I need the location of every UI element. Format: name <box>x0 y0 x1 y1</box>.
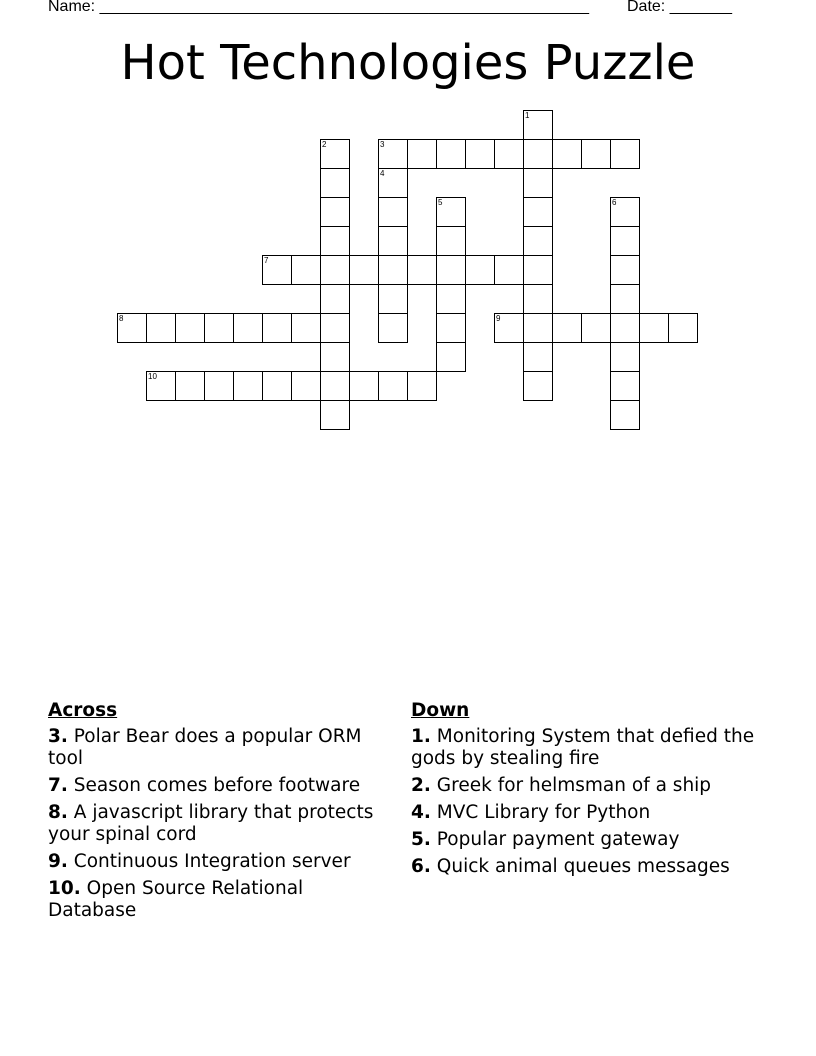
crossword-cell[interactable] <box>610 139 640 169</box>
across-clue <box>48 775 393 797</box>
crossword-cell[interactable] <box>523 313 553 343</box>
crossword-cell[interactable] <box>552 139 582 169</box>
across-clue <box>48 851 393 873</box>
down-clues <box>411 700 771 883</box>
clue-number: 5. <box>411 829 431 850</box>
clue-text: Open Source Relational Database <box>48 878 304 921</box>
crossword-cell[interactable] <box>465 139 495 169</box>
clue-number: 10. <box>48 878 81 899</box>
crossword-cell[interactable] <box>233 313 263 343</box>
crossword-cell[interactable] <box>320 400 350 430</box>
crossword-cell[interactable] <box>494 313 524 343</box>
crossword-cell[interactable] <box>407 371 437 401</box>
crossword-cell[interactable] <box>436 139 466 169</box>
clue-number: 8. <box>48 802 68 823</box>
clue-text: Popular payment gateway <box>436 829 680 850</box>
crossword-cell[interactable] <box>378 371 408 401</box>
crossword-cell[interactable] <box>378 255 408 285</box>
crossword-cell[interactable] <box>610 371 640 401</box>
clue-text: Polar Bear does a popular ORM tool <box>48 726 362 769</box>
crossword-cell[interactable] <box>320 255 350 285</box>
crossword-cell[interactable] <box>320 197 350 227</box>
crossword-cell[interactable] <box>291 313 321 343</box>
crossword-cell[interactable] <box>523 284 553 314</box>
cell-number: 7 <box>264 256 269 265</box>
cell-number: 1 <box>525 111 530 120</box>
crossword-cell[interactable] <box>378 197 408 227</box>
crossword-cell[interactable] <box>523 226 553 256</box>
cell-number: 4 <box>380 169 385 178</box>
crossword-cell[interactable] <box>320 371 350 401</box>
clue-text: Quick animal queues messages <box>436 856 730 877</box>
crossword-cell[interactable] <box>349 371 379 401</box>
down-clue <box>411 775 771 797</box>
clue-text: A javascript library that protects your spinal cord <box>48 802 374 845</box>
cell-number: 6 <box>612 198 617 207</box>
crossword-cell[interactable] <box>378 313 408 343</box>
clue-text: Monitoring System that defied the gods by stealing fire <box>411 726 755 769</box>
crossword-cell[interactable] <box>175 313 205 343</box>
crossword-cell[interactable] <box>117 313 147 343</box>
crossword-cell[interactable] <box>610 342 640 372</box>
date-field-label: Date: _______ <box>627 0 732 15</box>
crossword-cell[interactable] <box>233 371 263 401</box>
down-clue <box>411 726 771 770</box>
crossword-cell[interactable] <box>465 255 495 285</box>
across-clue <box>48 878 393 922</box>
crossword-cell[interactable] <box>436 342 466 372</box>
name-field-label: Name: _______________________________________________________ <box>48 0 589 15</box>
crossword-cell[interactable] <box>146 313 176 343</box>
crossword-cell[interactable] <box>523 197 553 227</box>
crossword-cell[interactable] <box>581 313 611 343</box>
crossword-cell[interactable] <box>639 313 669 343</box>
clue-text: Continuous Integration server <box>73 851 351 872</box>
cell-number: 10 <box>148 372 157 381</box>
down-clue <box>411 856 771 878</box>
crossword-cell[interactable] <box>204 371 234 401</box>
cell-number: 5 <box>438 198 443 207</box>
down-clue <box>411 802 771 824</box>
crossword-cell[interactable] <box>436 226 466 256</box>
cell-number: 3 <box>380 140 385 149</box>
crossword-cell[interactable] <box>581 139 611 169</box>
crossword-cell[interactable] <box>320 313 350 343</box>
clue-number: 2. <box>411 775 431 796</box>
across-heading: Across <box>48 700 118 721</box>
crossword-cell[interactable] <box>320 284 350 314</box>
clue-number: 4. <box>411 802 431 823</box>
crossword-cell[interactable] <box>523 168 553 198</box>
crossword-cell[interactable] <box>523 255 553 285</box>
crossword-cell[interactable] <box>610 400 640 430</box>
crossword-cell[interactable] <box>436 255 466 285</box>
crossword-cell[interactable] <box>320 226 350 256</box>
crossword-cell[interactable] <box>320 342 350 372</box>
crossword-cell[interactable] <box>436 284 466 314</box>
crossword-cell[interactable] <box>262 371 292 401</box>
crossword-cell[interactable] <box>494 255 524 285</box>
down-clue <box>411 829 771 851</box>
crossword-cell[interactable] <box>523 139 553 169</box>
clue-number: 7. <box>48 775 68 796</box>
crossword-cell[interactable] <box>291 255 321 285</box>
clue-number: 6. <box>411 856 431 877</box>
clue-number: 9. <box>48 851 68 872</box>
crossword-cell[interactable] <box>552 313 582 343</box>
crossword-cell[interactable] <box>668 313 698 343</box>
crossword-cell[interactable] <box>378 168 408 198</box>
cell-number: 8 <box>119 314 124 323</box>
crossword-cell[interactable] <box>523 371 553 401</box>
crossword-cell[interactable] <box>436 197 466 227</box>
crossword-cell[interactable] <box>610 226 640 256</box>
puzzle-title: Hot Technologies Puzzle <box>120 35 696 91</box>
crossword-cell[interactable] <box>610 197 640 227</box>
across-clues <box>48 700 393 927</box>
crossword-cell[interactable] <box>291 371 321 401</box>
crossword-cell[interactable] <box>610 284 640 314</box>
crossword-grid <box>0 0 816 440</box>
crossword-cell[interactable] <box>262 313 292 343</box>
clue-number: 3. <box>48 726 68 747</box>
crossword-cell[interactable] <box>407 139 437 169</box>
crossword-cell[interactable] <box>610 255 640 285</box>
crossword-cell[interactable] <box>378 284 408 314</box>
across-clue <box>48 802 393 846</box>
down-heading: Down <box>411 700 470 721</box>
crossword-cell[interactable] <box>523 110 553 140</box>
crossword-cell[interactable] <box>407 255 437 285</box>
crossword-cell[interactable] <box>523 342 553 372</box>
cell-number: 9 <box>496 314 501 323</box>
crossword-cell[interactable] <box>349 255 379 285</box>
crossword-cell[interactable] <box>204 313 234 343</box>
crossword-cell[interactable] <box>320 139 350 169</box>
crossword-cell[interactable] <box>146 371 176 401</box>
crossword-cell[interactable] <box>436 313 466 343</box>
crossword-cell[interactable] <box>494 139 524 169</box>
clue-text: MVC Library for Python <box>436 802 651 823</box>
crossword-cell[interactable] <box>378 226 408 256</box>
crossword-cell[interactable] <box>378 139 408 169</box>
clue-number: 1. <box>411 726 431 747</box>
crossword-cell[interactable] <box>262 255 292 285</box>
clue-text: Greek for helmsman of a ship <box>436 775 712 796</box>
across-clue <box>48 726 393 770</box>
crossword-cell[interactable] <box>610 313 640 343</box>
crossword-cell[interactable] <box>175 371 205 401</box>
clue-text: Season comes before footware <box>73 775 361 796</box>
cell-number: 2 <box>322 140 327 149</box>
crossword-cell[interactable] <box>320 168 350 198</box>
